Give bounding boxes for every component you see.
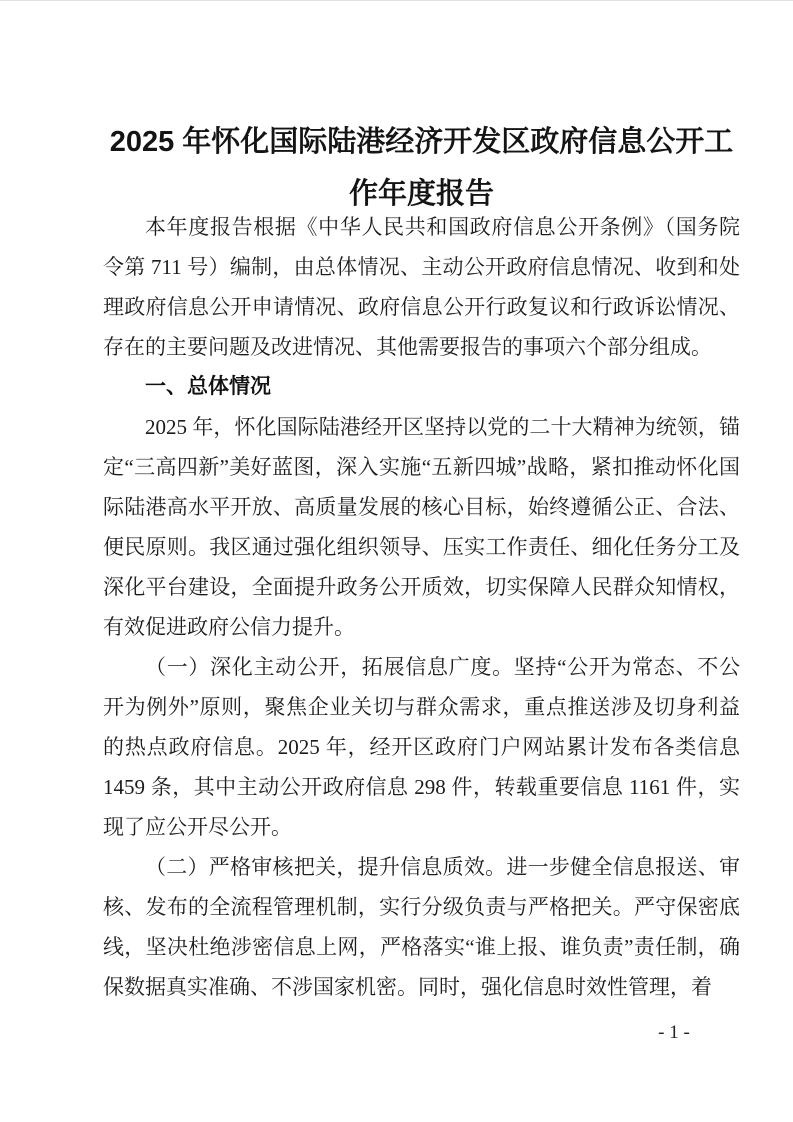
paragraph-proactive-disclosure: （一）深化主动公开，拓展信息广度。坚持“公开为常态、不公开为例外”原则，聚焦企业关切与群众需求，重点推送涉及切身利益的热点政府信息。2025 年，经开区政府门户网站累计发布各类信息 1459 条，其中主动公开政府信息 298 件，转载重要信息 1161 件，实现了应公开尽公开。 <box>103 655 740 839</box>
paragraph-overview: 2025 年，怀化国际陆港经开区坚持以党的二十大精神为统领，锚定“三高四新”美好蓝图，深入实施“五新四城”战略，紧扣推动怀化国际陆港高水平开放、高质量发展的核心目标，始终遵循公正、合法、便民原则。我区通过强化组织领导、压实工作责任、细化任务分工及深化平台建设，全面提升政务公开质效，切实保障人民群众知情权，有效促进政府公信力提升。 <box>103 415 740 639</box>
report-title: 2025 年怀化国际陆港经济开发区政府信息公开工作年度报告 <box>109 126 734 210</box>
paragraph-intro: 本年度报告根据《中华人民共和国政府信息公开条例》（国务院令第 711 号）编制，由总体情况、主动公开政府信息情况、收到和处理政府信息公开申请情况、政府信息公开行政复议和行政诉讼情况、存在的主要问题及改进情况、其他需要报告的事项六个部分组成。 <box>103 215 740 359</box>
paragraph-review-quality: （二）严格审核把关，提升信息质效。进一步健全信息报送、审核、发布的全流程管理机制，实行分级负责与严格把关。严守保密底线，坚决杜绝涉密信息上网，严格落实“谁上报、谁负责”责任制，确保数据真实准确、不涉国家机密。同时，强化信息时效性管理，着 <box>103 855 740 999</box>
section-heading-overview: 一、总体情况 <box>145 375 271 398</box>
report-body <box>103 207 740 1007</box>
page-number: - 1 - <box>658 1022 690 1043</box>
